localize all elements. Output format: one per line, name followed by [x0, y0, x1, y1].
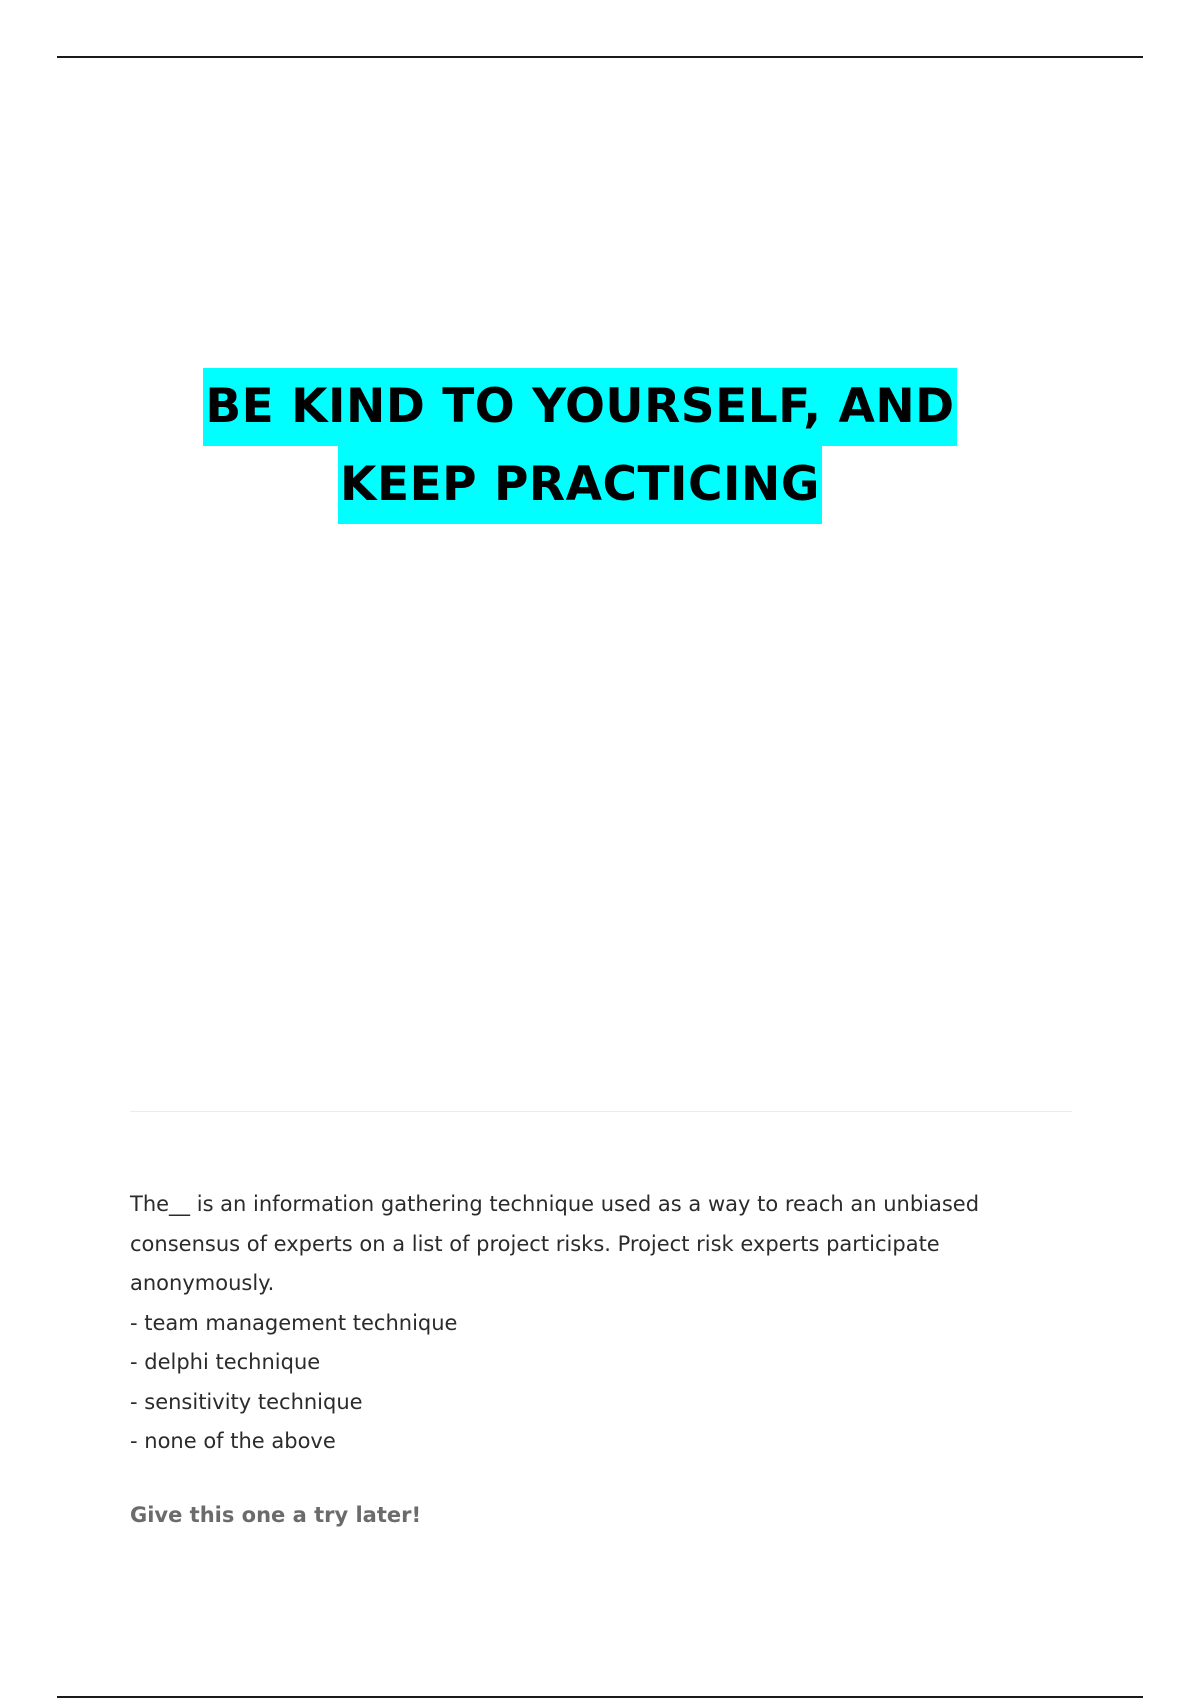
top-rule [57, 56, 1143, 58]
question-text: The__ is an information gathering technique used as a way to reach an unbiased consensus of experts on a list of project risks. Project risk experts participate anonymously. [130, 1192, 980, 1295]
answer-option: - none of the above [130, 1429, 336, 1453]
banner-line-1: BE KIND TO YOURSELF, AND [203, 368, 956, 446]
section-divider [130, 1111, 1072, 1112]
answer-option: - sensitivity technique [130, 1389, 363, 1414]
answer-options [130, 1304, 1090, 1462]
bottom-rule [57, 1696, 1143, 1698]
question-card [130, 1185, 1090, 1535]
banner-line-2: KEEP PRACTICING [338, 446, 822, 524]
try-later-link[interactable]: Give this one a try later! [130, 1502, 422, 1527]
motivational-banner [0, 368, 1160, 524]
answer-option: - delphi technique [130, 1350, 321, 1374]
answer-option: - team management technique [130, 1310, 458, 1335]
